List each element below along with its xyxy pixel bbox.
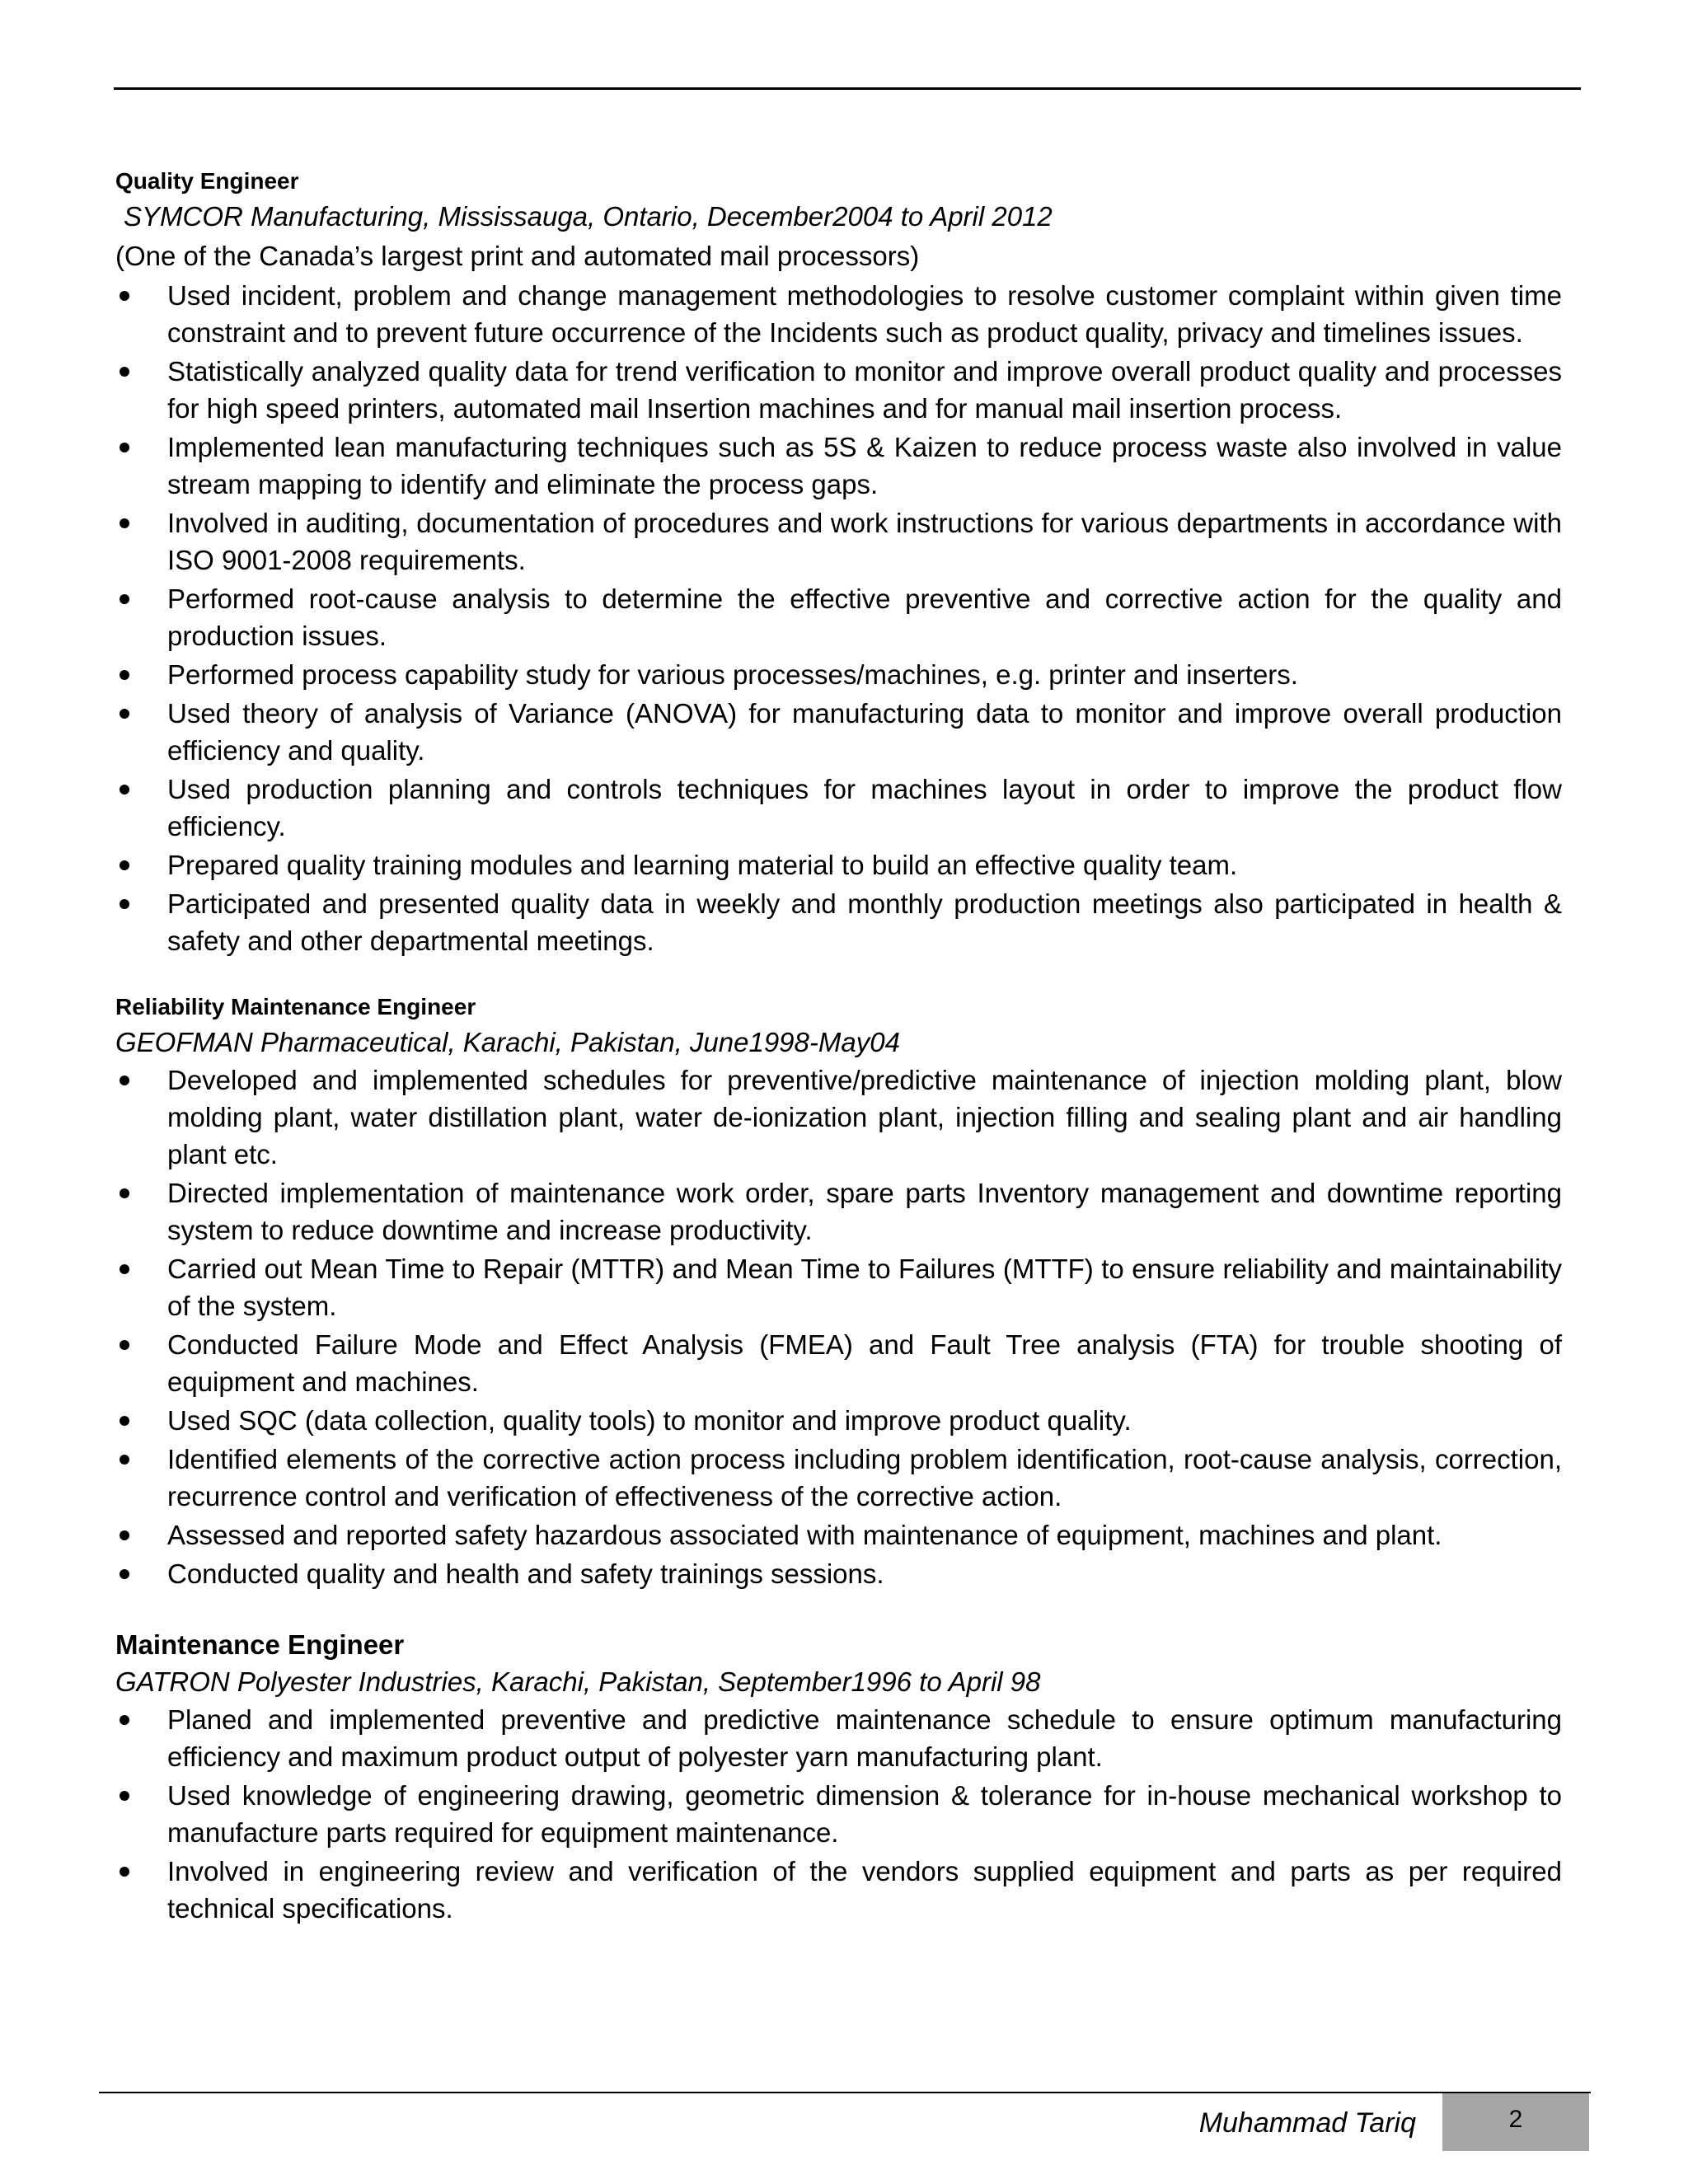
job-title: Reliability Maintenance Engineer [115, 994, 476, 1019]
bullet-icon [120, 1867, 129, 1877]
duty-item [115, 1250, 1562, 1324]
bullet-icon [120, 443, 129, 452]
job-maintenance-engineer [115, 1627, 1562, 1927]
duty-item [115, 277, 1562, 351]
job-quality-engineer [115, 165, 1562, 959]
duty-text: Used incident, problem and change management methodologies to resolve customer complaint within given time constraint and to prevent future occurrence of the Incidents such as product quality, privacy and timelines issues. [167, 280, 1562, 348]
duty-text: Conducted quality and health and safety trainings sessions. [167, 1558, 884, 1589]
duty-text: Used theory of analysis of Variance (ANOVA) for manufacturing data to monitor and improve overall production efficiency and quality. [167, 698, 1562, 766]
duty-item [115, 695, 1562, 769]
duty-item [115, 771, 1562, 845]
job-company: GATRON Polyester Industries, Karachi, Pakistan, September1996 to April 98 [115, 1666, 1041, 1697]
job-duties-list [115, 1701, 1562, 1927]
job-title: Quality Engineer [115, 168, 299, 194]
bullet-icon [120, 1188, 129, 1198]
bullet-icon [120, 670, 129, 680]
duty-item [115, 846, 1562, 883]
duty-item [115, 1516, 1562, 1554]
job-company: GEOFMAN Pharmaceutical, Karachi, Pakistan, June1998-May04 [115, 1027, 900, 1057]
duty-item [115, 1777, 1562, 1851]
duty-text: Used knowledge of engineering drawing, geometric dimension & tolerance for in-house mechanical workshop to manufacture parts required for equipment maintenance. [167, 1780, 1562, 1848]
resume-content [115, 165, 1562, 1929]
bullet-icon [120, 594, 129, 604]
job-duties-list [115, 277, 1562, 959]
duty-text: Carried out Mean Time to Repair (MTTR) and Mean Time to Failures (MTTF) to ensure reliability and maintainability of the system. [167, 1254, 1562, 1321]
duty-text: Directed implementation of maintenance work order, spare parts Inventory management and downtime reporting system to reduce downtime and increase productivity. [167, 1178, 1562, 1245]
duty-text: Participated and presented quality data in weekly and monthly production meetings also participated in health & safety and other departmental meetings. [167, 888, 1562, 956]
duty-text: Prepared quality training modules and learning material to build an effective quality team. [167, 850, 1238, 880]
bullet-icon [120, 518, 129, 528]
duty-item [115, 1402, 1562, 1439]
duty-item [115, 1326, 1562, 1400]
duty-item [115, 429, 1562, 503]
duty-text: Involved in auditing, documentation of procedures and work instructions for various departments in accordance with ISO 9001-2008 requirements. [167, 508, 1562, 575]
duty-item [115, 1441, 1562, 1515]
bullet-icon [120, 1569, 129, 1579]
bullet-icon [120, 367, 129, 377]
duty-text: Performed root-cause analysis to determine the effective preventive and corrective action for the quality and production issues. [167, 583, 1562, 651]
bullet-icon [120, 1076, 129, 1085]
duty-item [115, 1853, 1562, 1927]
bullet-icon [120, 899, 129, 909]
header-divider [114, 87, 1581, 90]
duty-text: Involved in engineering review and verification of the vendors supplied equipment and parts as per required technical specifications. [167, 1856, 1562, 1924]
bullet-icon [120, 1455, 129, 1465]
bullet-icon [120, 785, 129, 794]
duty-text: Planed and implemented preventive and predictive maintenance schedule to ensure optimum manufacturing efficiency and maximum product output of polyester yarn manufacturing plant. [167, 1704, 1562, 1772]
duty-text: Identified elements of the corrective action process including problem identification, root-cause analysis, correction, recurrence control and verification of effectiveness of the corrective action. [167, 1444, 1562, 1511]
duty-item [115, 885, 1562, 959]
duty-text: Performed process capability study for various processes/machines, e.g. printer and inserters. [167, 659, 1298, 690]
bullet-icon [120, 860, 129, 870]
job-reliability-maintenance-engineer [115, 991, 1562, 1592]
page-number-box [1442, 2093, 1589, 2151]
duty-text: Developed and implemented schedules for preventive/predictive maintenance of injection molding plant, blow molding plant, water distillation plant, water de-ionization plant, injection filling and sealing plant and air handling plant etc. [167, 1065, 1562, 1169]
duty-text: Used SQC (data collection, quality tools) to monitor and improve product quality. [167, 1405, 1132, 1436]
duty-item [115, 1062, 1562, 1173]
duty-text: Conducted Failure Mode and Effect Analysis (FMEA) and Fault Tree analysis (FTA) for trouble shooting of equipment and machines. [167, 1329, 1562, 1397]
duty-item [115, 580, 1562, 654]
footer-divider [99, 2092, 1591, 2093]
duty-item [115, 1555, 1562, 1592]
job-company: SYMCOR Manufacturing, Mississauga, Ontario, December2004 to April 2012 [124, 201, 1053, 232]
bullet-icon [120, 291, 129, 301]
duty-text: Statistically analyzed quality data for trend verification to monitor and improve overall product quality and processes for high speed printers, automated mail Insertion machines and for manual mail insertion process. [167, 356, 1562, 424]
duty-text: Used production planning and controls techniques for machines layout in order to improve the product flow efficiency. [167, 774, 1562, 841]
bullet-icon [120, 1340, 129, 1350]
bullet-icon [120, 1416, 129, 1426]
page-number: 2 [1508, 2106, 1523, 2133]
duty-item [115, 504, 1562, 579]
job-duties-list [115, 1062, 1562, 1592]
footer-author-name: Muhammad Tariq [1198, 2107, 1416, 2139]
duty-item [115, 1174, 1562, 1249]
duty-item [115, 353, 1562, 427]
company-note: (One of the Canada’s largest print and automated mail processors) [115, 241, 920, 271]
bullet-icon [120, 1530, 129, 1540]
bullet-icon [120, 709, 129, 719]
bullet-icon [120, 1264, 129, 1274]
duty-text: Assessed and reported safety hazardous associated with maintenance of equipment, machines and plant. [167, 1520, 1442, 1550]
duty-item [115, 656, 1562, 693]
bullet-icon [120, 1715, 129, 1725]
duty-item [115, 1701, 1562, 1775]
bullet-icon [120, 1791, 129, 1801]
duty-text: Implemented lean manufacturing techniques such as 5S & Kaizen to reduce process waste also involved in value stream mapping to identify and eliminate the process gaps. [167, 432, 1562, 499]
job-title: Maintenance Engineer [115, 1629, 405, 1660]
